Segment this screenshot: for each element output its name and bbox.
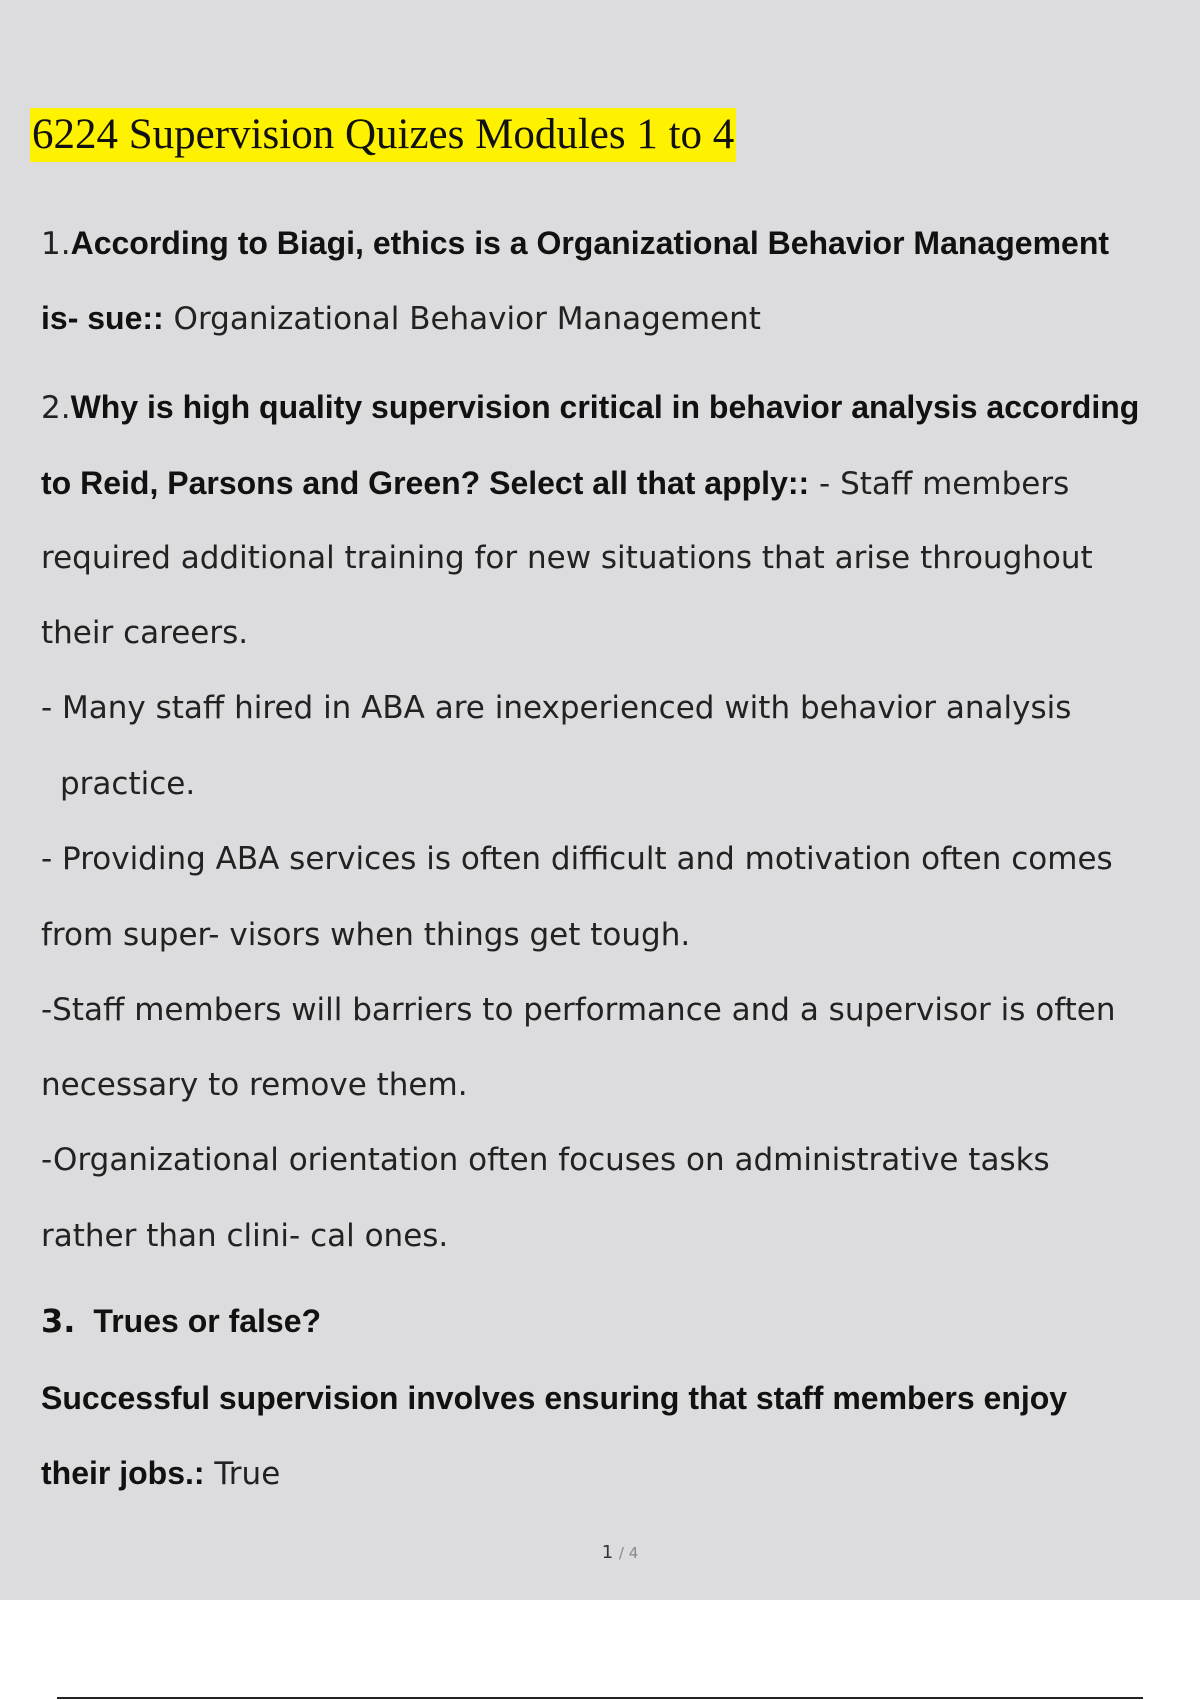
question-2-answer-1: - Staff members (809, 466, 1070, 502)
page-indicator (0, 1542, 1200, 1563)
question-1-number: 1. (41, 226, 71, 262)
question-2-answer-2: required additional training for new situations that arise throughout (41, 540, 1093, 576)
question-3-line-2 (41, 1378, 1067, 1419)
document-title: 6224 Supervision Quizes Modules 1 to 4 (30, 108, 736, 162)
question-2-answer-11: rather than clini- cal ones. (41, 1218, 449, 1254)
question-2-answer-6: - Providing ABA services is often difficult and motivation often comes (41, 841, 1113, 877)
page-current: 1 (601, 1542, 614, 1563)
question-2-answer-9: necessary to remove them. (41, 1067, 468, 1103)
question-1-line-2 (41, 298, 761, 339)
question-2-line-1 (41, 387, 1139, 428)
question-3-line-1 (41, 1301, 321, 1342)
question-2-text-cont: to Reid, Parsons and Green? Select all that apply:: (41, 465, 810, 501)
question-1-text-cont: is- sue:: (41, 300, 164, 336)
page-total: / 4 (618, 1544, 639, 1562)
question-2-answer-4: - Many staff hired in ABA are inexperienced with behavior analysis (41, 690, 1072, 726)
question-3-number: 3. (41, 1302, 76, 1340)
question-2-answer-5: practice. (60, 766, 196, 802)
question-2-answer-10: -Organizational orientation often focuses on administrative tasks (41, 1142, 1050, 1178)
question-2-answer-8: -Staff members will barriers to performance and a supervisor is often (41, 992, 1116, 1028)
question-3-line-3 (41, 1453, 280, 1494)
next-page-divider (57, 1697, 1143, 1699)
question-3-answer: True (204, 1456, 281, 1492)
question-2-answer-7: from super- visors when things get tough. (41, 917, 691, 953)
question-3-text-cont: their jobs.: (41, 1455, 205, 1491)
question-2-text: Why is high quality supervision critical in behavior analysis according (70, 389, 1140, 425)
question-3-text: Successful supervision involves ensuring that staff members enjoy (41, 1380, 1068, 1416)
question-2-number: 2. (41, 390, 71, 426)
question-2-line-2 (41, 463, 1069, 504)
question-1-text: According to Biagi, ethics is a Organizational Behavior Management (70, 225, 1110, 261)
question-3-heading: Trues or false? (93, 1303, 322, 1339)
question-2-answer-3: their careers. (41, 615, 249, 651)
question-1-answer: Organizational Behavior Management (163, 301, 761, 337)
question-1-line-1 (41, 223, 1109, 264)
